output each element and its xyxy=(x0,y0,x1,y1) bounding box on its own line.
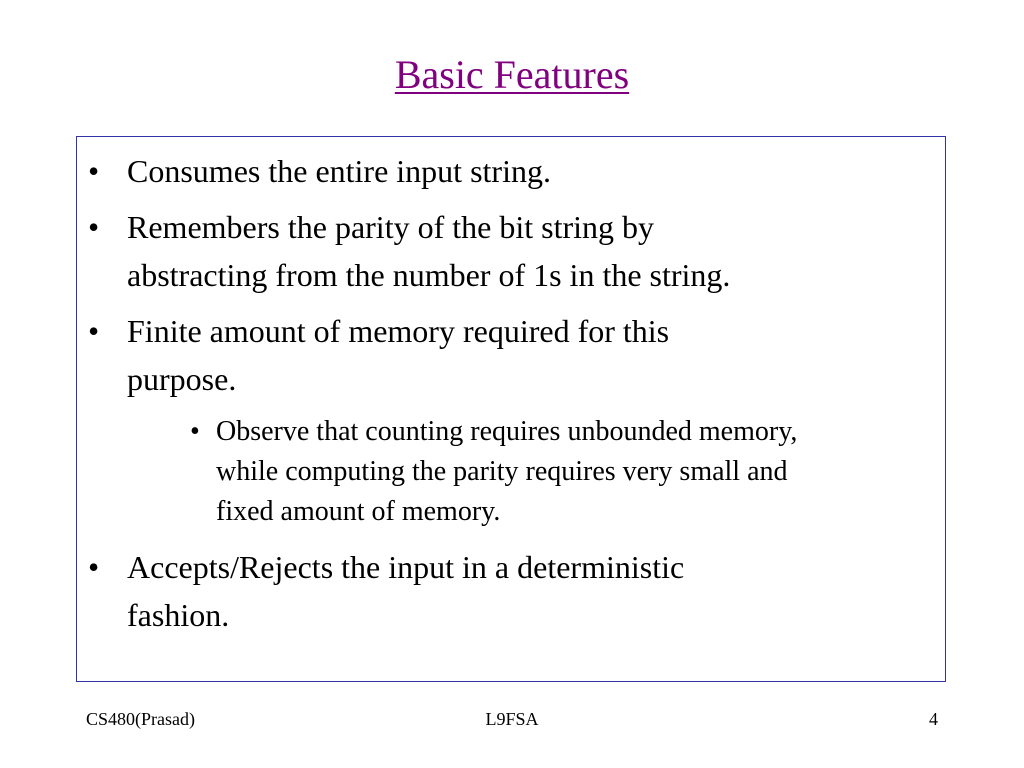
bullet-glyph: • xyxy=(88,209,100,245)
bullet-text: Accepts/Rejects the input in a deterministic xyxy=(127,549,685,585)
slide-title xyxy=(0,50,1024,100)
slide-title-link[interactable]: Basic Features xyxy=(394,52,630,97)
footer-page-number: 4 xyxy=(929,709,938,729)
sub-bullet-glyph: • xyxy=(190,416,200,447)
footer-course: CS480(Prasad) xyxy=(86,709,195,729)
sub-bullet-text: fixed amount of memory. xyxy=(216,496,501,527)
bullet-text: abstracting from the number of 1s in the string. xyxy=(127,257,731,293)
sub-bullet-text: Observe that counting requires unbounded memory, xyxy=(216,416,798,447)
content-box xyxy=(76,136,946,682)
bullet-text: Remembers the parity of the bit string by xyxy=(127,209,654,245)
sub-bullet-text: while computing the parity requires very small and xyxy=(216,456,788,487)
bullet-glyph: • xyxy=(88,153,100,189)
bullet-glyph: • xyxy=(88,313,100,349)
bullet-text: Finite amount of memory required for this xyxy=(127,313,670,349)
bullet-text: fashion. xyxy=(127,597,230,633)
bullet-text: Consumes the entire input string. xyxy=(127,153,551,189)
bullet-glyph: • xyxy=(88,549,100,585)
bullet-text: purpose. xyxy=(127,361,237,397)
footer-lecture: L9FSA xyxy=(485,709,539,729)
